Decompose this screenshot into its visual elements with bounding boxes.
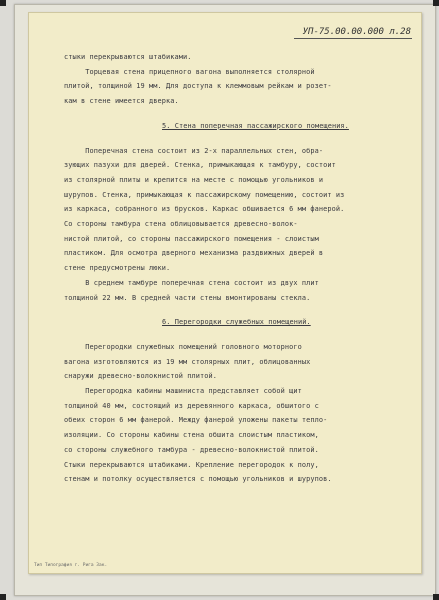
section-6-line: обеих сторон 6 мм фанерой. Между фанерой уложены пакеты тепло- bbox=[64, 416, 328, 425]
stamp-underline bbox=[294, 38, 412, 39]
scan-corner-mark bbox=[0, 0, 6, 6]
section-5-title: 5. Стена поперечная пассажирского помещения. bbox=[162, 121, 349, 130]
section-5-line: стене предусмотрены люки. bbox=[64, 264, 171, 273]
scan-corner-mark bbox=[433, 594, 439, 600]
section-6-title: 6. Перегородки служебных помещений. bbox=[162, 318, 311, 327]
section-6-line: Стыки перекрываются штабиками. Крепление перегородок к полу, bbox=[64, 460, 319, 469]
scan-corner-mark bbox=[433, 0, 439, 6]
section-6-line: стенам и потолку осуществляется с помощью угольников и шурупов. bbox=[64, 475, 332, 484]
section-5-line: нистой плитой, со стороны пассажирского помещения - слоистым bbox=[64, 234, 319, 243]
intro-line: кам в стене имеется дверка. bbox=[64, 97, 179, 106]
section-6-line: со стороны служебного тамбура - древесно-волокнистой плитой. bbox=[64, 445, 319, 454]
section-5-heading bbox=[64, 119, 364, 134]
section-5-line: зующих пазухи для дверей. Стенка, примыкающая к тамбуру, состоит bbox=[64, 161, 336, 170]
section-5-line: В среднем тамбуре поперечная стена состоит из двух плит bbox=[64, 278, 319, 287]
printer-footer: Тип Типография г. Рига Зак. bbox=[34, 563, 108, 568]
section-6-line: Перегородка кабины машиниста представляет собой щит bbox=[64, 387, 302, 396]
section-5-line: Со стороны тамбура стена облицовывается древесно-волок- bbox=[64, 220, 298, 229]
section-5-line: из каркаса, собранного из брусков. Каркас обшивается 6 мм фанерой. bbox=[64, 205, 345, 214]
section-6-line: изоляции. Со стороны кабины стена обшита слоистым пластиком, bbox=[64, 431, 319, 440]
section-6-heading bbox=[64, 315, 364, 330]
intro-line: Торцевая стена прицепного вагона выполняется столярной bbox=[64, 67, 315, 76]
section-6-line: вагона изготовляются из 19 мм столярных плит, облицованных bbox=[64, 357, 311, 366]
section-6-line: снаружи древесно-волокнистой плитой. bbox=[64, 372, 217, 381]
section-5-line: Поперечная стена состоит из 2-х параллельных стен, обра- bbox=[64, 146, 324, 155]
intro-line: плитой, толщиной 19 мм. Для доступа к клеммовым рейкам и розет- bbox=[64, 82, 332, 91]
section-5-line: шурупов. Стенка, примыкающая к пассажирскому помещению, состоит из bbox=[64, 190, 345, 199]
scan-corner-mark bbox=[0, 594, 6, 600]
document-stamp: УП-75.00.00.000 л.28 bbox=[302, 27, 411, 37]
section-5-line: толщиной 22 мм. В средней части стены вмонтированы стекла. bbox=[64, 293, 311, 302]
section-6-line: толщиной 40 мм, состоящий из деревянного каркаса, обшитого с bbox=[64, 401, 319, 410]
section-5-line: из столярной плиты и крепится на месте с помощью угольников и bbox=[64, 175, 324, 184]
intro-line: стыки перекрываются штабиками. bbox=[64, 53, 192, 61]
section-6-line: Перегородки служебных помещений головного моторного bbox=[64, 342, 302, 351]
document-body bbox=[64, 50, 364, 487]
section-5-line: пластиком. Для осмотра дверного механизма раздвижных дверей в bbox=[64, 249, 324, 258]
